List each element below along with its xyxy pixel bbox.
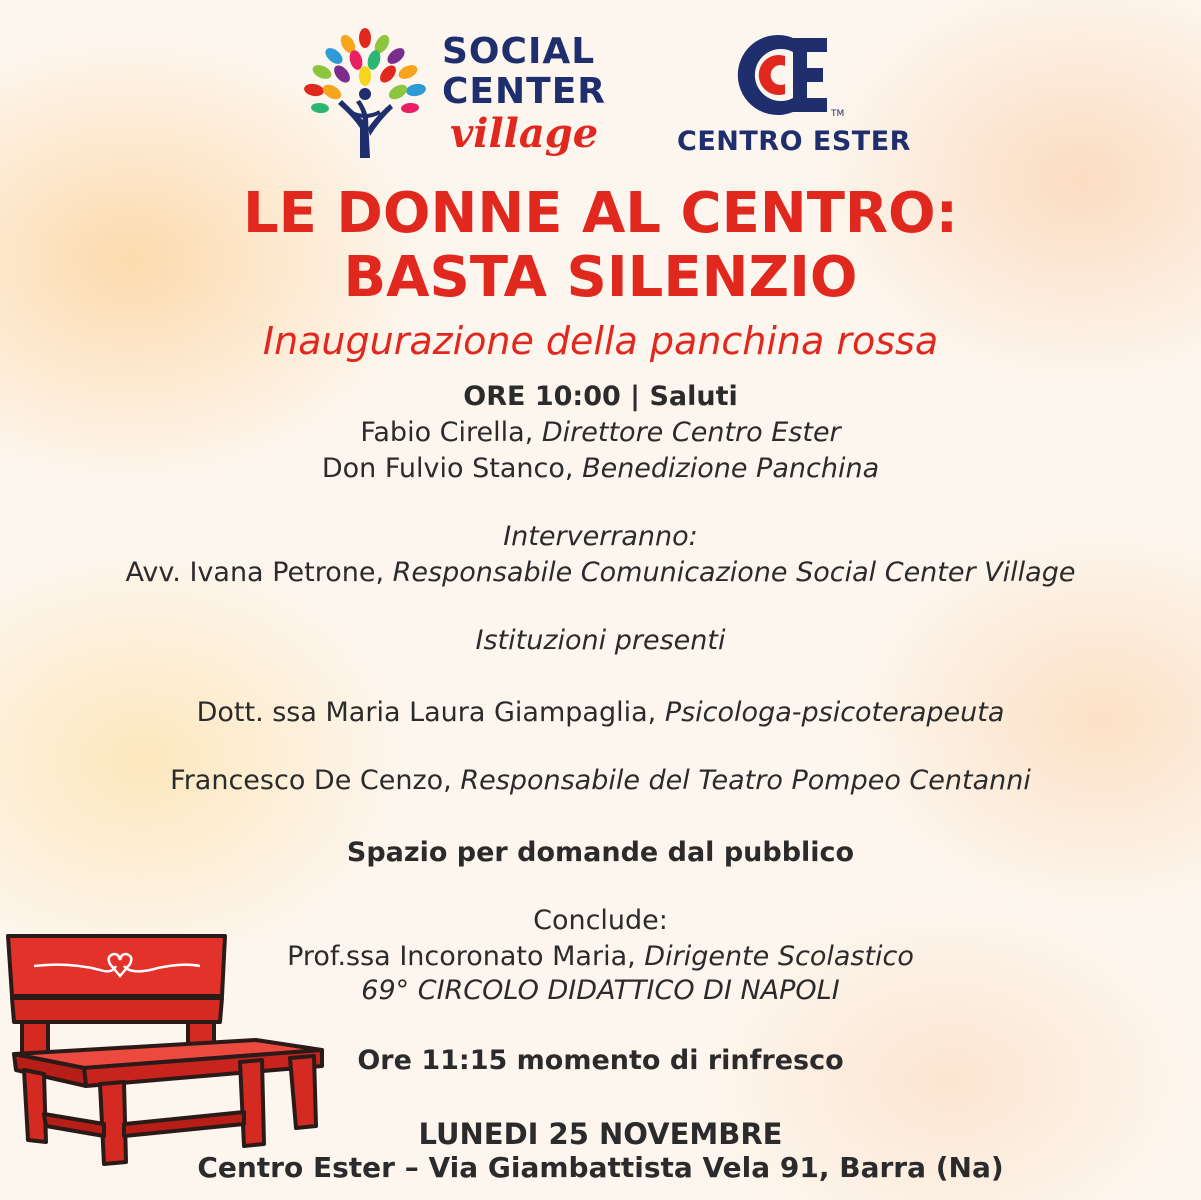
speaker-row-3 [0, 556, 1201, 590]
school-name: 69° CIRCOLO DIDATTICO DI NAPOLI [361, 975, 840, 1006]
logo-center-text: CENTER [442, 71, 607, 112]
speaker-row-4 [0, 696, 1201, 730]
event-location: Centro Ester – Via Giambattista Vela 91, Barra (Na) [197, 1151, 1004, 1184]
speaker-role: Direttore Centro Ester [541, 417, 841, 448]
speaker-row-2 [0, 452, 1201, 486]
event-date: LUNEDI 25 NOVEMBRE [418, 1117, 783, 1151]
speaker-role: Benedizione Panchina [582, 453, 880, 484]
speaker-role: Responsabile del Teatro Pompeo Centanni [460, 765, 1031, 796]
speaker-name: Dott. ssa Maria Laura Giampaglia, [196, 697, 657, 728]
title-line-2: BASTA SILENZIO [343, 245, 858, 310]
interventions-label: Interverranno: [503, 521, 698, 552]
logo-village-text: village [450, 110, 599, 157]
speaker-name: Don Fulvio Stanco, [321, 453, 574, 484]
trademark-text: TM [831, 109, 845, 119]
speaker-role: Dirigente Scolastico [644, 941, 914, 972]
social-center-village-logo [290, 28, 620, 163]
time-greetings: ORE 10:00 | Saluti [463, 381, 738, 412]
tree-logo-icon [290, 28, 440, 163]
red-bench-icon [0, 918, 330, 1168]
subtitle: Inaugurazione della panchina rossa [262, 319, 939, 363]
refreshment-line: Ore 11:15 momento di rinfresco [357, 1045, 844, 1076]
speaker-row-1 [0, 416, 1201, 450]
logo-social-text: SOCIAL [442, 31, 596, 72]
speaker-name: Prof.ssa Incoronato Maria, [287, 941, 636, 972]
speaker-name: Fabio Cirella, [360, 417, 534, 448]
questions-line: Spazio per domande dal pubblico [346, 837, 855, 868]
logo-centro-ester-text: CENTRO ESTER [677, 126, 911, 157]
centro-ester-logo [675, 30, 915, 160]
concludes-label: Conclude: [533, 905, 668, 936]
speaker-name: Francesco De Cenzo, [170, 765, 452, 796]
speaker-name: Avv. Ivana Petrone, [125, 557, 385, 588]
speaker-role: Responsabile Comunicazione Social Center Village [392, 557, 1076, 588]
title-line-1: LE DONNE AL CENTRO: [242, 181, 959, 246]
centro-ester-logo-icon [675, 30, 915, 125]
institutions-label: Istituzioni presenti [475, 625, 726, 656]
speaker-row-5 [0, 764, 1201, 798]
speaker-role: Psicologa-psicoterapeuta [664, 697, 1005, 728]
